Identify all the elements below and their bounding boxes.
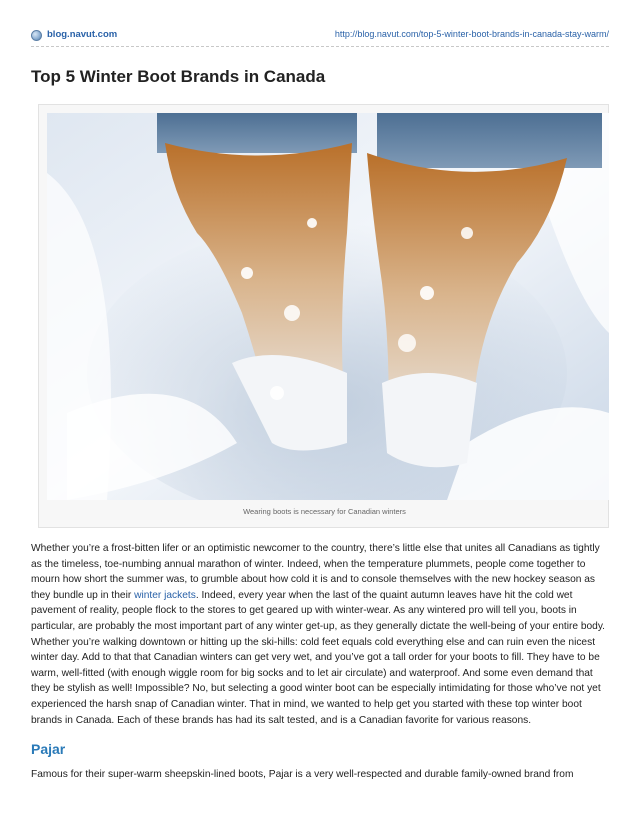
winter-boots-photo xyxy=(47,113,609,500)
site-name-link[interactable]: blog.navut.com xyxy=(47,29,118,40)
article-figure xyxy=(38,104,609,528)
page-header xyxy=(0,28,638,50)
intro-paragraph xyxy=(31,541,611,728)
globe-icon xyxy=(31,30,42,41)
section-heading-pajar: Pajar xyxy=(31,741,66,757)
header-divider xyxy=(31,46,609,47)
page-title: Top 5 Winter Boot Brands in Canada xyxy=(31,67,326,86)
page-url-link[interactable]: http://blog.navut.com/top-5-winter-boot-brands-in-canada-stay-warm/ xyxy=(334,29,609,39)
figure-caption: Wearing boots is necessary for Canadian winters xyxy=(243,507,406,516)
intro-text-before-link: Whether you’re a frost-bitten lifer or an optimistic newcomer to the country, there’s little else that unites all Canadians as tightly as the timeless, toe-numbing annual marathon of winter. Indeed, when the temperature plummets, people come together to mourn how short the summer was, to grumble about how cold it is and to console themselves with the new hockey season as they bundle up in their xyxy=(31,543,600,601)
intro-text-after-link: . Indeed, every year when the last of the quaint autumn leaves have hit the cold wet pavement of reality, people flock to the stores to get geared up with winter-wear. As any wintered pro will tell you, boots in particular, are probably the most important part of any winter get-up, as they generally dictate the well-being of your entire body. Whether you’re walking downtown or hitting up the ski-hills: cold feet equals cold everything else and can ruin even the nicest winter day. Add to that that Canadian winters can get very wet, and you’ve got a tall order for your boots to fill. They have to be warm, well-fitted (with enough wiggle room for big socks and to let air circulate) and waterproof. And some even demand that they be stylish as well! Impossible? No, but selecting a good winter boot can be especially intimidating for those who’ve not yet experienced the harsh snap of Canadian winter. That in mind, we wanted to help get you started with these top winter boot brands in Canada. Each of these brands has had its salt tested, and is a Canadian favorite for various reasons. xyxy=(31,589,606,726)
winter-jackets-link[interactable]: winter jackets xyxy=(134,589,196,601)
section-paragraph-pajar: Famous for their super-warm sheepskin-lined boots, Pajar is a very well-respected and durable family-owned brand from xyxy=(31,769,574,780)
